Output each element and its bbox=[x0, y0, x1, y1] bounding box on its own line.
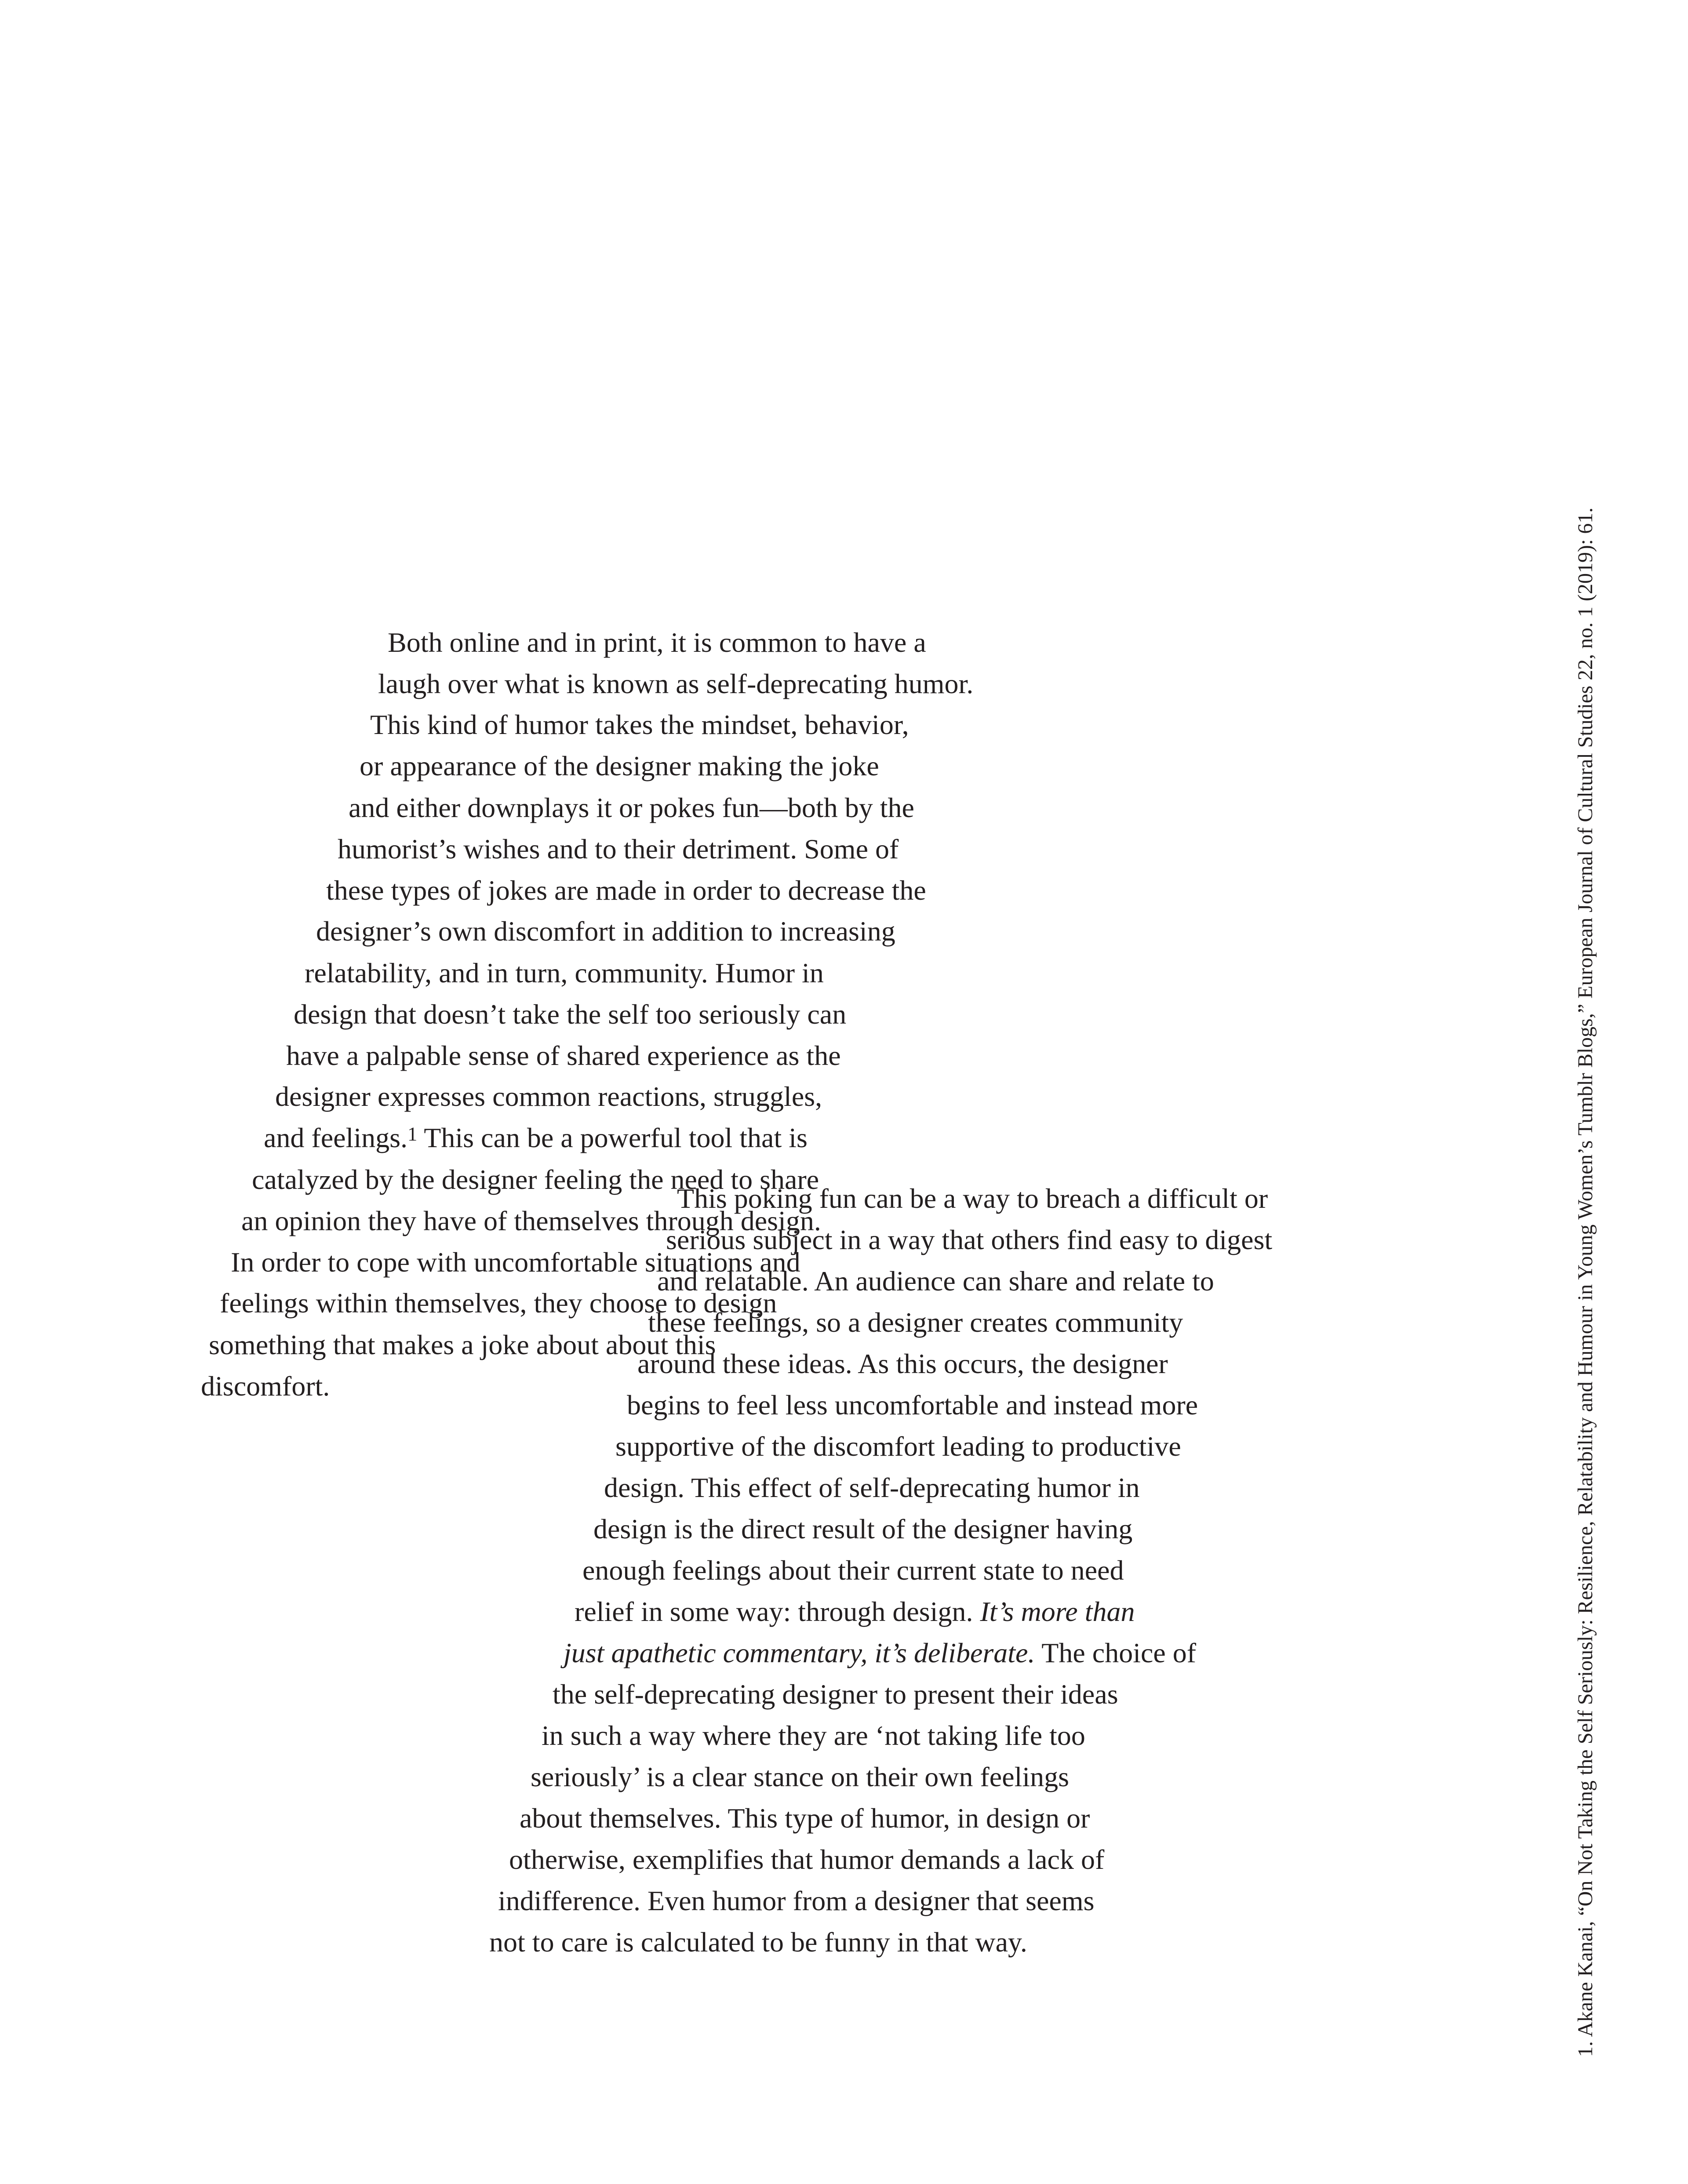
text-run: The choice of bbox=[1035, 1637, 1197, 1668]
text-line: designer expresses common reactions, struggles, bbox=[275, 1081, 822, 1112]
text-line: seriously’ is a clear stance on their own feelings bbox=[531, 1761, 1070, 1792]
text-line: humorist’s wishes and to their detriment. Some of bbox=[338, 833, 899, 865]
text-line: relatability, and in turn, community. Humor in bbox=[305, 957, 824, 988]
text-line: enough feelings about their current state to need bbox=[582, 1555, 1124, 1586]
text-line: an opinion they have of themselves through design. bbox=[241, 1205, 821, 1236]
text-line: not to care is calculated to be funny in that way. bbox=[489, 1926, 1027, 1958]
text-line: supportive of the discomfort leading to productive bbox=[615, 1431, 1181, 1462]
text-line: discomfort. bbox=[201, 1370, 330, 1402]
text-line: and either downplays it or pokes fun—both by the bbox=[349, 792, 914, 823]
text-line: catalyzed by the designer feeling the need to share bbox=[252, 1164, 819, 1195]
text-run: and feelings. bbox=[264, 1122, 407, 1153]
text-line: otherwise, exemplifies that humor demands a lack of bbox=[509, 1844, 1105, 1875]
text-line: indifference. Even humor from a designer that seems bbox=[498, 1885, 1095, 1916]
text-line: design is the direct result of the designer having bbox=[593, 1513, 1133, 1544]
text-line: about themselves. This type of humor, in design or bbox=[520, 1802, 1090, 1834]
text-line: This kind of humor takes the mindset, behavior, bbox=[370, 709, 909, 740]
text-line: something that makes a joke about about this bbox=[209, 1329, 716, 1360]
text-run: This can be a powerful tool that is bbox=[417, 1122, 808, 1153]
italic-text: It’s more than bbox=[980, 1596, 1135, 1627]
text-line: and relatable. An audience can share and relate to bbox=[657, 1265, 1214, 1297]
text-line: these feelings, so a designer creates community bbox=[648, 1307, 1183, 1338]
italic-text: just apathetic commentary, it’s deliberate. bbox=[564, 1637, 1035, 1668]
text-line: feelings within themselves, they choose to design bbox=[220, 1287, 777, 1319]
text-line: begins to feel less uncomfortable and instead more bbox=[627, 1389, 1198, 1421]
text-run: relief in some way: through design. bbox=[575, 1596, 980, 1627]
text-line: designer’s own discomfort in addition to increasing bbox=[316, 916, 895, 947]
footnote: 1. Akane Kanai, “On Not Taking the Self Seriously: Resilience, Relatability and Humour in Young Women’s Tumblr Blogs,” European Journal of Cultural Studies 22, no. 1 (2019): 61. bbox=[1574, 507, 1597, 2057]
text-line: have a palpable sense of shared experience as the bbox=[286, 1040, 841, 1071]
text-line: design that doesn’t take the self too seriously can bbox=[294, 999, 847, 1030]
text-line: laugh over what is known as self-deprecating humor. bbox=[378, 668, 974, 699]
text-line bbox=[264, 1124, 808, 1152]
text-line: This poking fun can be a way to breach a difficult or bbox=[677, 1183, 1268, 1214]
text-line bbox=[564, 1639, 1196, 1667]
text-line: the self-deprecating designer to present their ideas bbox=[553, 1679, 1118, 1710]
text-line bbox=[575, 1598, 1135, 1626]
text-line: design. This effect of self-deprecating humor in bbox=[604, 1472, 1140, 1503]
text-line: in such a way where they are ‘not taking life too bbox=[542, 1720, 1085, 1751]
text-line: In order to cope with uncomfortable situations and bbox=[231, 1246, 800, 1278]
text-line: or appearance of the designer making the joke bbox=[360, 750, 879, 781]
text-line: serious subject in a way that others find easy to digest bbox=[666, 1224, 1273, 1255]
text-line: around these ideas. As this occurs, the designer bbox=[637, 1348, 1168, 1379]
text-line: these types of jokes are made in order to decrease the bbox=[326, 875, 926, 906]
text-line: Both online and in print, it is common to have a bbox=[388, 627, 926, 658]
footnote-ref: 1 bbox=[407, 1123, 418, 1145]
